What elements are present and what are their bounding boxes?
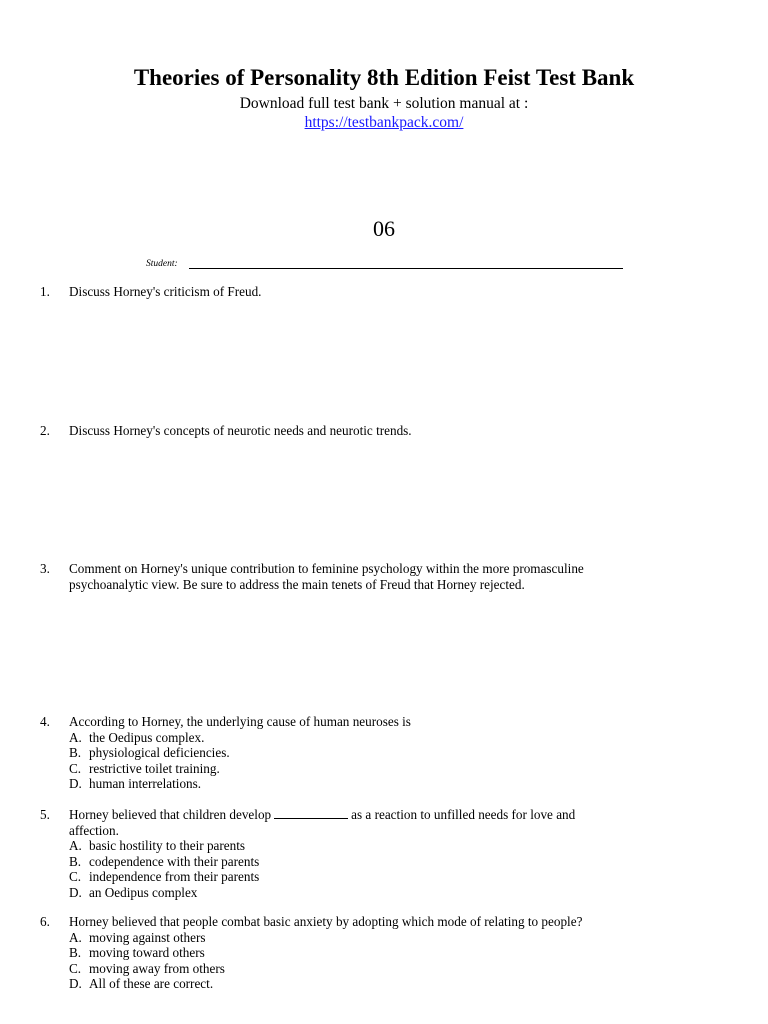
download-link-line [0,113,768,133]
option-d[interactable] [69,776,719,792]
option-d[interactable] [69,885,719,901]
option-text: moving away from others [89,960,225,976]
option-c[interactable] [69,761,719,777]
question-number: 2. [40,423,50,438]
option-letter: D. [69,776,82,792]
question-text-before-blank: Horney believed that children develop [69,807,272,822]
option-c[interactable] [69,961,719,977]
option-b[interactable] [69,745,719,761]
option-letter: A. [69,838,82,854]
answer-blank [274,808,348,819]
option-letter: B. [69,853,82,869]
question-text: Discuss Horney's criticism of Freud. [69,284,262,299]
option-text: All of these are correct. [89,976,214,992]
question-number: 5. [40,807,50,822]
question-text-line-1: Comment on Horney's unique contribution to feminine psychology within the more promasculine [69,561,584,576]
option-letter: D. [69,976,82,992]
option-text: restrictive toilet training. [89,760,220,776]
option-letter: C. [69,960,82,976]
chapter-number: 06 [373,216,395,241]
question-number: 6. [40,914,50,929]
option-letter: D. [69,884,82,900]
option-a[interactable] [69,730,719,746]
question-number: 4. [40,714,50,729]
option-text: human interrelations. [89,776,202,792]
question-text-after-blank: as a reaction to unfilled needs for love and [351,807,576,822]
option-b[interactable] [69,945,719,961]
question-text: Discuss Horney's concepts of neurotic needs and neurotic trends. [69,423,412,438]
option-text: basic hostility to their parents [89,838,246,854]
option-text: the Oedipus complex. [89,729,205,745]
download-note: Download full test bank + solution manual at : [239,95,529,112]
question-number: 3. [40,561,50,576]
question-text: According to Horney, the underlying cause of human neuroses is [69,714,411,729]
student-label: Student: [146,259,178,269]
option-d[interactable] [69,976,719,992]
option-text: codependence with their parents [89,853,260,869]
question-text-line-2: affection. [69,822,119,838]
question-text-line-1 [69,807,719,823]
option-letter: A. [69,929,82,945]
question-text: Horney believed that people combat basic anxiety by adopting which mode of relating to people? [69,914,583,929]
page-title: Theories of Personality 8th Edition Feist Test Bank [133,65,635,90]
option-letter: A. [69,729,82,745]
option-b[interactable] [69,854,719,870]
download-link[interactable]: https://testbankpack.com/ [304,114,464,131]
option-text: physiological deficiencies. [89,745,230,761]
option-letter: B. [69,745,82,761]
option-a[interactable] [69,930,719,946]
option-letter: B. [69,945,82,961]
option-a[interactable] [69,838,719,854]
option-text: an Oedipus complex [89,884,198,900]
option-text: independence from their parents [89,869,260,885]
option-text: moving toward others [89,945,205,961]
question-number: 1. [40,284,50,299]
option-letter: C. [69,869,82,885]
option-text: moving against others [89,929,206,945]
option-letter: C. [69,760,82,776]
question-text-line-2: psychoanalytic view. Be sure to address the main tenets of Freud that Horney rejected. [69,576,525,592]
student-name-line[interactable] [189,268,623,269]
option-c[interactable] [69,869,719,885]
